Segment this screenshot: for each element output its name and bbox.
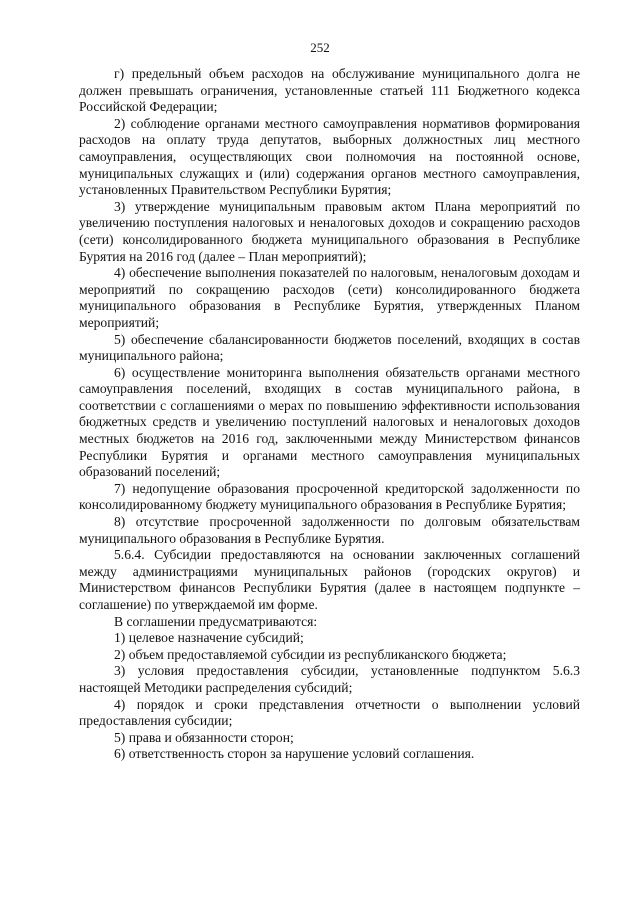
paragraph-item-2: 2) соблюдение органами местного самоуправления нормативов формирования расходов на оплату труда депутатов, выборных должностных лиц местного самоуправления, осуществляющих свои полномочия на постоянной основе, муниципальных служащих и (или) содержания органов местного самоуправления, установленных Правительством Республики Бурятия; <box>79 115 580 198</box>
page-number: 252 <box>310 40 330 55</box>
paragraph-item-5: 5) обеспечение сбалансированности бюджетов поселений, входящих в состав муниципального района; <box>79 331 580 364</box>
paragraph-agreement-intro: В соглашении предусматриваются: <box>114 613 318 629</box>
paragraph-item-3: 3) утверждение муниципальным правовым актом Плана мероприятий по увеличению поступления налоговых и неналоговых доходов и сокращению расходов (сети) консолидированного бюджета муниципального образования в Республике Бурятия на 2016 год (далее – План мероприятий); <box>79 198 580 264</box>
paragraph-item-7: 7) недопущение образования просроченной кредиторской задолженности по консолидированному бюджету муниципального образования в Республике Бурятия; <box>79 480 580 513</box>
paragraph-agreement-item-3: 3) условия предоставления субсидии, установленные подпунктом 5.6.3 настоящей Методики распределения субсидий; <box>79 663 580 695</box>
paragraph-agreement-item-4: 4) порядок и сроки представления отчетности о выполнении условий предоставления субсидии; <box>79 696 580 729</box>
paragraph-1d-debt-limit: г) предельный объем расходов на обслуживание муниципального долга не должен превышать ограничения, установленные статьей 111 Бюджетного кодекса Российской Федерации; <box>79 66 580 115</box>
document-body <box>79 66 580 763</box>
paragraph-agreement-item-1: 1) целевое назначение субсидий; <box>114 630 304 646</box>
paragraph-section-5-6-4: 5.6.4. Субсидии предоставляются на основании заключенных соглашений между администрациями муниципальных районов (городских округов) и Министерством финансов Республики Бурятия (далее в настоящем подпункте – соглашение) по утверждаемой им форме. <box>79 547 580 612</box>
paragraph-agreement-item-5: 5) права и обязанности сторон; <box>114 729 294 745</box>
paragraph-item-8: 8) отсутствие просроченной задолженности по долговым обязательствам муниципального образования в Республике Бурятия. <box>79 514 580 546</box>
paragraph-agreement-item-6: 6) ответственность сторон за нарушение условий соглашения. <box>114 746 475 762</box>
paragraph-item-4: 4) обеспечение выполнения показателей по налоговым, неналоговым доходам и мероприятий по сокращению расходов (сети) консолидированного бюджета муниципального образования в Республике Бурятия, утвержденных Планом мероприятий; <box>79 265 580 330</box>
paragraph-item-6: 6) осуществление мониторинга выполнения обязательств органами местного самоуправления поселений, входящих в состав муниципального района, в соответствии с соглашениями о мерах по повышению эффективности использования бюджетных средств и увеличению поступлений налоговых и неналоговых доходов местных бюджетов на 2016 год, заключенными между Министерством финансов Республики Бурятия и органами местного самоуправления муниципальных образований поселений; <box>79 364 580 480</box>
paragraph-agreement-item-2: 2) объем предоставляемой субсидии из республиканского бюджета; <box>114 646 507 662</box>
